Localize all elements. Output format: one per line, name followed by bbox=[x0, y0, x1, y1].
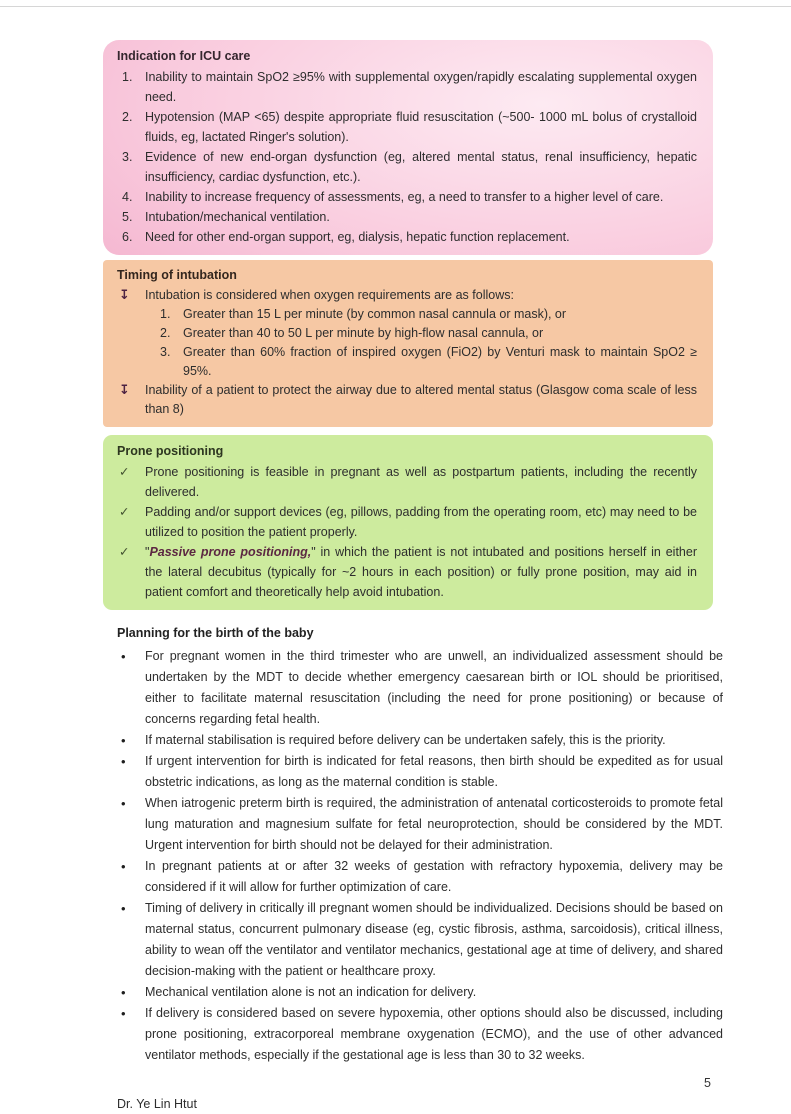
oxygen-threshold-text: Greater than 40 to 50 L per minute by high-flow nasal cannula, or bbox=[183, 326, 544, 340]
planning-item-text: If urgent intervention for birth is indicated for fetal reasons, then birth should be expedited as for usual obstetric indications, as long as the maternal condition is stable. bbox=[145, 754, 723, 789]
planning-item bbox=[117, 751, 723, 793]
bullet-icon: • bbox=[121, 796, 126, 811]
prone-item bbox=[117, 542, 697, 602]
footer-author: Dr. Ye Lin Htut bbox=[117, 1097, 197, 1111]
planning-item bbox=[117, 646, 723, 730]
planning-item-text: If maternal stabilisation is required before delivery can be undertaken safely, this is the priority. bbox=[145, 733, 666, 747]
list-number: 5. bbox=[122, 210, 133, 224]
intubation-item-text: Intubation is considered when oxygen requirements are as follows: bbox=[145, 288, 514, 302]
planning-item bbox=[117, 898, 723, 982]
list-number: 6. bbox=[122, 230, 133, 244]
intubation-item-text: Inability of a patient to protect the airway due to altered mental status (Glasgow coma scale of less than 8) bbox=[145, 383, 697, 416]
icu-care-item bbox=[117, 147, 697, 187]
planning-item bbox=[117, 730, 723, 751]
prone-item-text: Prone positioning is feasible in pregnant as well as postpartum patients, including the recently delivered. bbox=[145, 465, 697, 499]
planning-item bbox=[117, 982, 723, 1003]
icu-care-item bbox=[117, 227, 697, 247]
down-arrow-icon: ↧ bbox=[119, 288, 130, 303]
passive-prone-emphasis: Passive prone positioning, bbox=[149, 545, 312, 559]
planning-item bbox=[117, 793, 723, 856]
bullet-icon: • bbox=[121, 901, 126, 916]
checkmark-icon: ✓ bbox=[119, 505, 130, 519]
planning-title: Planning for the birth of the baby bbox=[117, 626, 314, 640]
intubation-box bbox=[103, 260, 713, 427]
oxygen-threshold-item bbox=[160, 324, 697, 343]
list-number: 1. bbox=[160, 307, 171, 321]
bullet-icon: • bbox=[121, 733, 126, 748]
icu-care-box bbox=[103, 40, 713, 255]
planning-item bbox=[117, 1003, 723, 1066]
icu-care-item bbox=[117, 207, 697, 227]
icu-care-item-text: Evidence of new end-organ dysfunction (eg, altered mental status, renal insufficiency, hepatic insufficiency, cardiac dysfunction, etc.). bbox=[145, 150, 697, 184]
down-arrow-icon: ↧ bbox=[119, 383, 130, 398]
icu-care-item bbox=[117, 187, 697, 207]
quote-mark: " bbox=[145, 545, 150, 559]
icu-care-item bbox=[117, 67, 697, 107]
list-number: 2. bbox=[122, 110, 133, 124]
icu-care-item-text: Need for other end-organ support, eg, dialysis, hepatic function replacement. bbox=[145, 230, 570, 244]
icu-care-item-text: Intubation/mechanical ventilation. bbox=[145, 210, 330, 224]
page-edge-line bbox=[0, 6, 791, 7]
prone-item-text bbox=[145, 542, 697, 602]
icu-care-item-text: Inability to maintain SpO2 ≥95% with supplemental oxygen/rapidly escalating supplemental oxygen need. bbox=[145, 70, 697, 104]
intubation-item bbox=[117, 381, 697, 419]
planning-item-text: If delivery is considered based on severe hypoxemia, other options should also be discussed, including prone positioning, extracorporeal membrane oxygenation (ECMO), and the use of other advanced ventilator methods, especially if the gestational age is less than 30 to 32 weeks. bbox=[145, 1006, 723, 1062]
prone-positioning-box bbox=[103, 435, 713, 610]
icu-care-title: Indication for ICU care bbox=[117, 49, 251, 63]
planning-item-text: When iatrogenic preterm birth is required, the administration of antenatal corticosteroids to promote fetal lung maturation and magnesium sulfate for fetal neuroprotection, should be considered by the MDT. Urgent intervention for birth should not be delayed for their administration. bbox=[145, 796, 723, 852]
oxygen-threshold-text: Greater than 60% fraction of inspired oxygen (FiO2) by Venturi mask to maintain SpO2 ≥ 95%. bbox=[183, 345, 697, 378]
bullet-icon: • bbox=[121, 1006, 126, 1021]
page-number: 5 bbox=[704, 1076, 711, 1090]
planning-item-text: Mechanical ventilation alone is not an indication for delivery. bbox=[145, 985, 477, 999]
icu-care-item-text: Hypotension (MAP <65) despite appropriate fluid resuscitation (~500- 1000 mL bolus of crystalloid fluids, eg, lactated Ringer's solution). bbox=[145, 110, 697, 144]
list-number: 2. bbox=[160, 326, 171, 340]
planning-item-text: For pregnant women in the third trimester who are unwell, an individualized assessment should be undertaken by the MDT to decide whether emergency caesarean birth or IOL should be prioritised, either to facilitate maternal resuscitation (including the need for prone positioning) or because of concerns regarding fetal health. bbox=[145, 649, 723, 726]
intubation-title: Timing of intubation bbox=[117, 268, 237, 282]
bullet-icon: • bbox=[121, 985, 126, 1000]
list-number: 3. bbox=[160, 345, 171, 359]
checkmark-icon: ✓ bbox=[119, 545, 130, 559]
oxygen-threshold-item bbox=[160, 343, 697, 381]
icu-care-item-text: Inability to increase frequency of assessments, eg, a need to transfer to a higher level of care. bbox=[145, 190, 664, 204]
prone-positioning-title: Prone positioning bbox=[117, 444, 224, 458]
oxygen-threshold-item bbox=[160, 305, 697, 324]
prone-item-text: Padding and/or support devices (eg, pillows, padding from the operating room, etc) may need to be utilized to position the patient properly. bbox=[145, 505, 697, 539]
planning-section bbox=[117, 623, 723, 1066]
prone-item bbox=[117, 502, 697, 542]
list-number: 1. bbox=[122, 70, 133, 84]
bullet-icon: • bbox=[121, 754, 126, 769]
planning-item-text: In pregnant patients at or after 32 weeks of gestation with refractory hypoxemia, delivery may be considered if it will allow for further optimization of care. bbox=[145, 859, 723, 894]
planning-item-text: Timing of delivery in critically ill pregnant women should be individualized. Decisions should be based on maternal status, concurrent pulmonary disease (eg, cystic fibrosis, asthma, sarcoidosis), critical illness, ability to wean off the ventilator and ventilator mechanics, gestational age at time of delivery, and shared decision-making with the patient or healthcare proxy. bbox=[145, 901, 723, 978]
oxygen-threshold-text: Greater than 15 L per minute (by common nasal cannula or mask), or bbox=[183, 307, 567, 321]
bullet-icon: • bbox=[121, 649, 126, 664]
intubation-item bbox=[117, 286, 697, 305]
checkmark-icon: ✓ bbox=[119, 465, 130, 479]
icu-care-item bbox=[117, 107, 697, 147]
planning-item bbox=[117, 856, 723, 898]
bullet-icon: • bbox=[121, 859, 126, 874]
prone-item bbox=[117, 462, 697, 502]
prone-item-rest: " in which the patient is not intubated and positions herself in either the lateral decubitus (typically for ~2 hours in each position) or fully prone position, may aid in patient comfort and theoretically help avoid intubation. bbox=[145, 545, 697, 599]
list-number: 4. bbox=[122, 190, 133, 204]
list-number: 3. bbox=[122, 150, 133, 164]
